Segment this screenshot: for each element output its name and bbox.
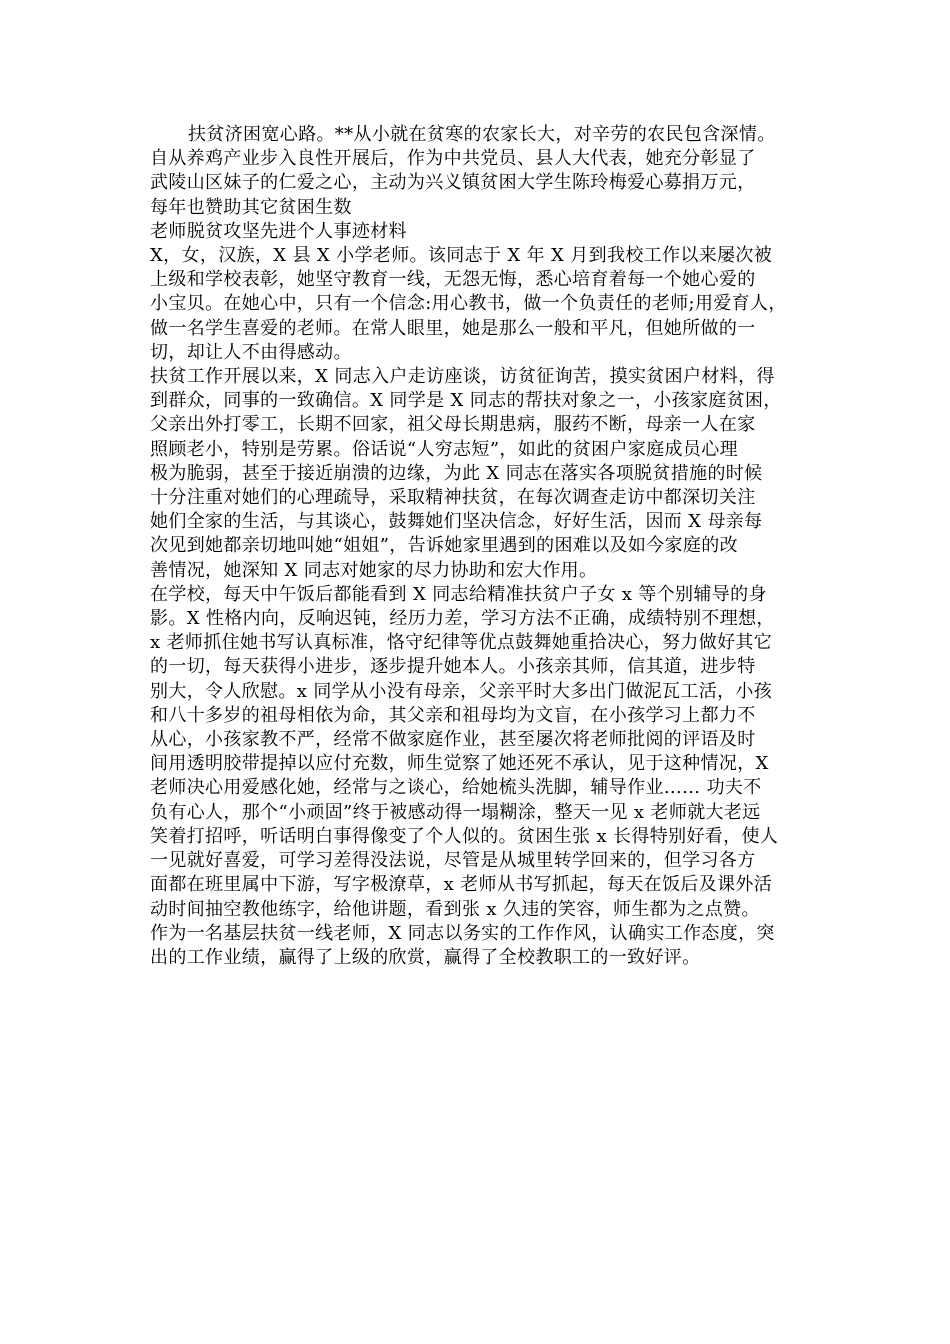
text-line: x 老师抓住她书写认真标准，恪守纪律等优点鼓舞她重拾决心，努力做好其它 bbox=[150, 632, 773, 654]
text-line: 在学校，每天中午饭后都能看到 X 同志给精准扶贫户子女 x 等个别辅导的身 bbox=[150, 583, 767, 605]
paragraph-conclusion bbox=[150, 922, 802, 970]
text-line: 她们全家的生活，与其谈心，鼓舞她们坚决信念，好好生活，因而 X 母亲每 bbox=[150, 511, 763, 533]
text-line: 间用透明胶带提掉以应付充数，师生觉察了她还死不承认，见于这种情况，X bbox=[150, 753, 769, 775]
text-line: 面都在班里属中下游，写字极潦草，x 老师从书写抓起，每天在饭后及课外活 bbox=[150, 874, 773, 896]
text-line: 动时间抽空教他练字，给他讲题，看到张 x 久违的笑容，师生都为之点赞。 bbox=[150, 898, 760, 920]
text-line: 到群众，同事的一致确信。X 同学是 X 同志的帮扶对象之一，小孩家庭贫困， bbox=[150, 390, 782, 412]
text-line: 极为脆弱，甚至于接近崩溃的边缘，为此 X 同志在落实各项脱贫措施的时候 bbox=[150, 462, 763, 484]
text-line: 照顾老小，特别是劳累。俗话说“人穷志短”，如此的贫困户家庭成员心理 bbox=[150, 438, 738, 460]
text-line: 从心，小孩家教不严，经常不做家庭作业，甚至屡次将老师批阅的评语及时 bbox=[150, 729, 756, 751]
paragraph-school-tutoring bbox=[150, 583, 802, 922]
text-line: 的一切，每天获得小进步，逐步提升她本人。小孩亲其师，信其道，进步特 bbox=[150, 656, 756, 678]
text-line: 切，却让人不由得感动。 bbox=[150, 341, 352, 363]
text-line: 善情况，她深知 X 同志对她家的尽力协助和宏大作用。 bbox=[150, 559, 598, 581]
text-line: 每年也赞助其它贫困生数 bbox=[150, 196, 352, 218]
text-line: 出的工作业绩，赢得了上级的欣赏，赢得了全校教职工的一致好评。 bbox=[150, 946, 701, 968]
intro-paragraph bbox=[150, 123, 802, 220]
text-line: 做一名学生喜爱的老师。在常人眼里，她是那么一般和平凡，但她所做的一 bbox=[150, 317, 756, 339]
text-line: 老师决心用爱感化她，经常与之谈心，给她梳头洗脚，辅导作业…… 功夫不 bbox=[150, 777, 762, 799]
text-line: 别大，令人欣慰。x 同学从小没有母亲，父亲平时大多出门做泥瓦工活，小孩 bbox=[150, 680, 773, 702]
text-line: 父亲出外打零工，长期不回家，祖父母长期患病，服药不断，母亲一人在家 bbox=[150, 414, 756, 436]
document-page bbox=[150, 123, 802, 970]
text-line: 和八十多岁的祖母相依为命，其父亲和祖母均为文盲，在小孩学习上都力不 bbox=[150, 704, 756, 726]
text-line: 小宝贝。在她心中，只有一个信念:用心教书，做一个负责任的老师;用爱育人， bbox=[150, 293, 787, 315]
text-line: 自从养鸡产业步入良性开展后，作为中共党员、县人大代表，她充分彰显了 bbox=[150, 148, 756, 170]
text-line: 笑着打招呼，听话明白事得像变了个人似的。贫困生张 x 长得特别好看，使人 bbox=[150, 825, 779, 847]
text-line: 一见就好喜爱，可学习差得没法说，尽管是从城里转学回来的，但学习各方 bbox=[150, 850, 756, 872]
paragraph-intro-teacher bbox=[150, 244, 802, 365]
text-line: X，女，汉族，X 县 X 小学老师。该同志于 X 年 X 月到我校工作以来屡次被 bbox=[150, 245, 773, 267]
text-line: 扶贫济困宽心路。**从小就在贫寒的农家长大，对辛劳的农民包含深情。 bbox=[188, 124, 776, 145]
text-line: 十分注重对她们的心理疏导，采取精神扶贫，在每次调查走访中都深切关注 bbox=[150, 487, 756, 509]
text-line: 负有心人，那个“小顽固”终于被感动得一塌糊涂，整天一见 x 老师就大老远 bbox=[150, 801, 761, 823]
text-line: 影。X 性格内向，反响迟钝，经历力差，学习方法不正确，成绩特别不理想， bbox=[150, 608, 775, 630]
text-line: 武陵山区妹子的仁爱之心，主动为兴义镇贫困大学生陈玲梅爱心募捐万元， bbox=[150, 172, 756, 194]
text-line: 上级和学校表彰，她坚守教育一线，无怨无悔，悉心培育着每一个她心爱的 bbox=[150, 269, 756, 291]
paragraph-poverty-work bbox=[150, 365, 802, 583]
text-line: 作为一名基层扶贫一线老师，X 同志以务实的工作作风，认确实工作态度，突 bbox=[150, 922, 775, 944]
document-title: 老师脱贫攻坚先进个人事迹材料 bbox=[150, 220, 407, 242]
text-line: 次见到她都亲切地叫她“姐姐”，告诉她家里遇到的困难以及如今家庭的改 bbox=[150, 535, 738, 557]
text-line: 扶贫工作开展以来，X 同志入户走访座谈，访贫征询苦，摸实贫困户材料，得 bbox=[150, 366, 775, 388]
